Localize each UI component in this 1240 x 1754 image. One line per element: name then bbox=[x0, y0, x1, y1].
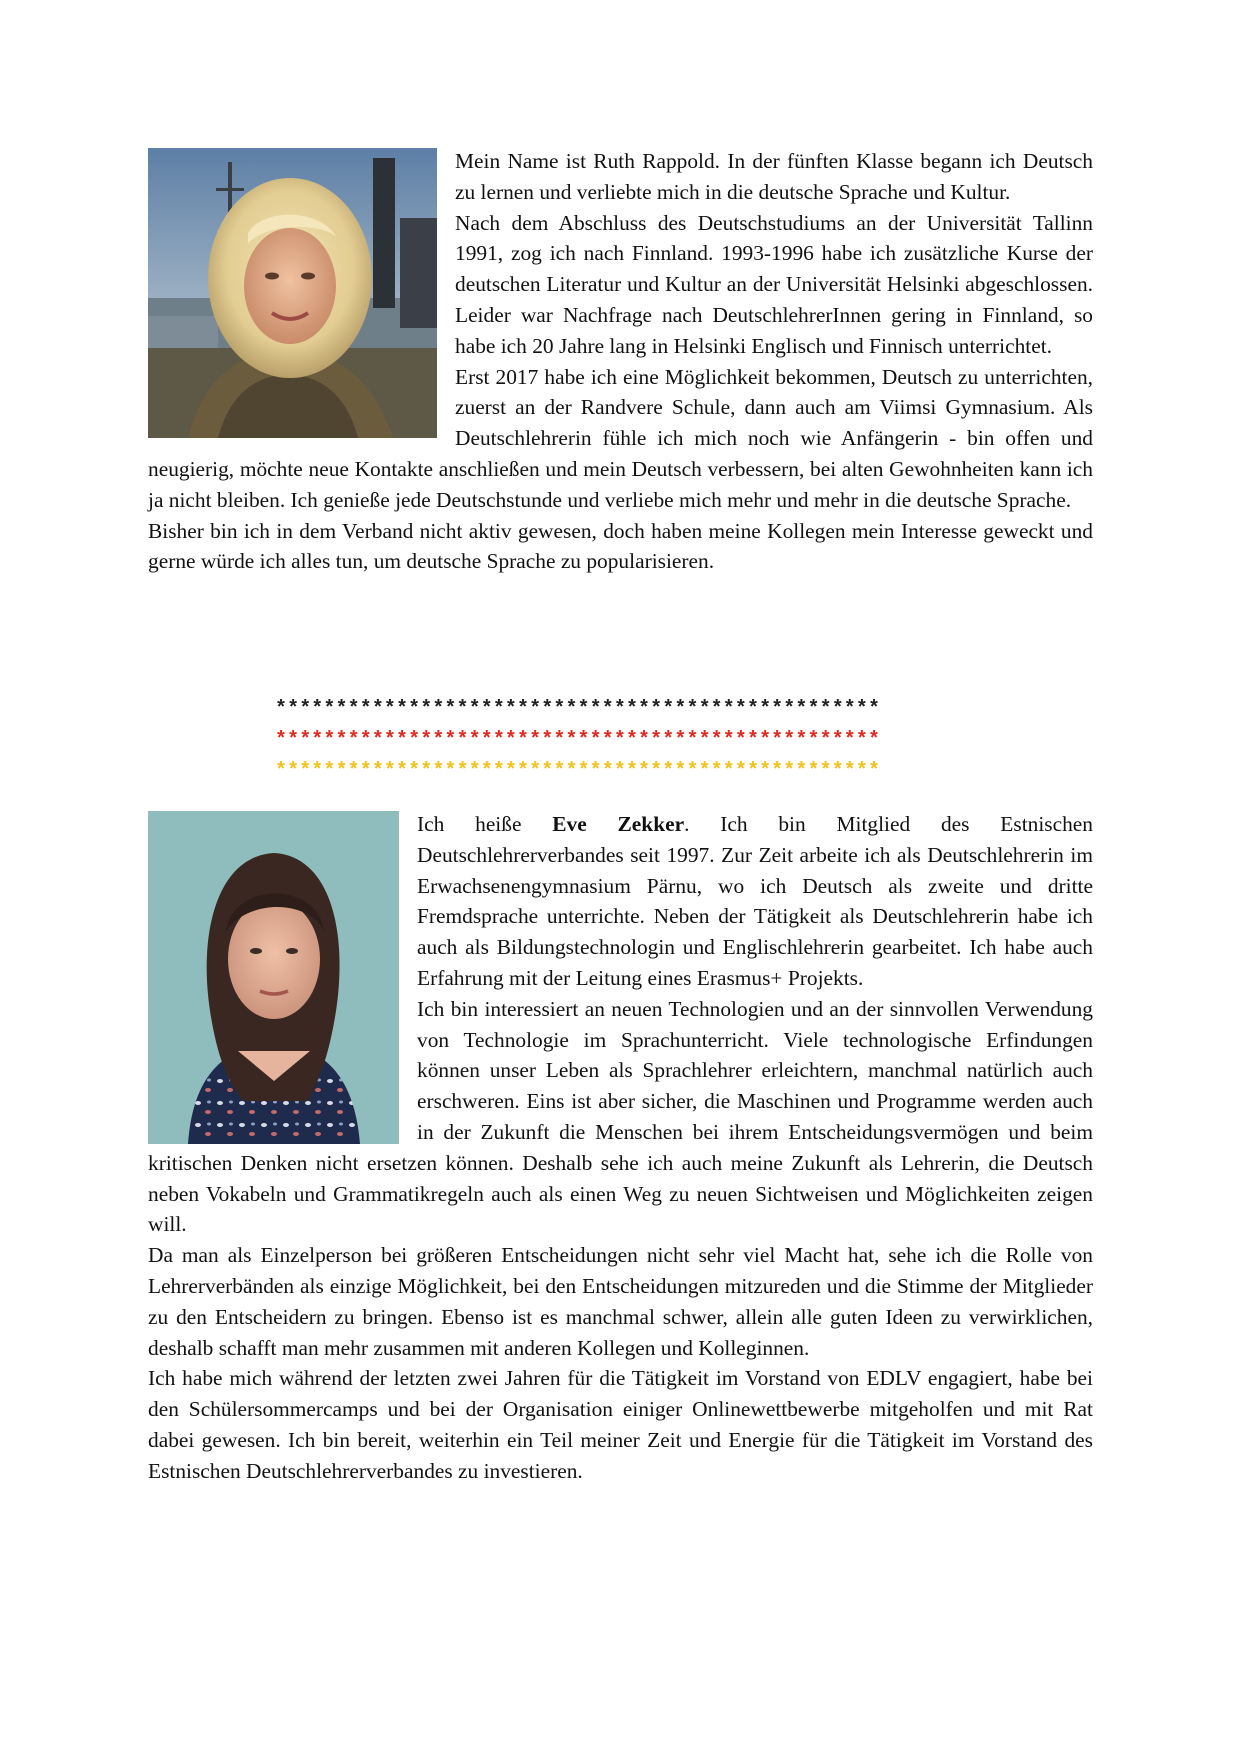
bio-paragraph-4: Ich habe mich während der letzten zwei Jahren für die Tätigkeit im Vorstand von EDLV engagiert, habe bei den Schülersommercamps und bei der Organisation einiger Onlinewettbewerbe mitgeholfen und mit Rat dabei gewesen. Ich bin bereit, weiterhin ein Teil meiner Zeit und Energie für die Tätigkeit im Vorstand des Estnischen Deutschlehrerverbandes zu investieren. bbox=[148, 1366, 1093, 1483]
portrait-image bbox=[148, 148, 437, 438]
portrait-photo-ruth-rappold bbox=[148, 148, 437, 438]
profile-ruth-rappold bbox=[148, 146, 1093, 577]
bio-paragraph-4: Bisher bin ich in dem Verband nicht aktiv gewesen, doch haben meine Kollegen mein Interesse geweckt und gerne würde ich alles tun, um deutsche Sprache zu popularisieren. bbox=[148, 518, 1093, 574]
divider-stars-red: ************************************************** bbox=[275, 729, 881, 752]
portrait-photo-eve-zekker bbox=[148, 811, 399, 1144]
bio-paragraph-3: Da man als Einzelperson bei größeren Entscheidungen nicht sehr viel Macht hat, sehe ich die Rolle von Lehrerverbänden als einzige Möglichkeit, bei den Entscheidungen mitzureden und die Stimme der Mitglieder zu den Entscheidern zu bringen. Ebenso ist es manchmal schwer, allein alle guten Ideen zu verwirklichen, deshalb schafft man mehr zusammen mit anderen Kollegen und Kolleginnen. bbox=[148, 1243, 1093, 1360]
bio-paragraph-2: Nach dem Abschluss des Deutschstudiums an der Universität Tallinn 1991, zog ich nach Finnland. 1993-1996 habe ich zusätzliche Kurse der deutschen Literatur und Kultur an der Universität Helsinki abgeschlossen. Leider war Nachfrage nach DeutschlehrerInnen gering in Finnland, so habe ich 20 Jahre lang in Helsinki Englisch und Finnisch unterrichtet. bbox=[455, 210, 1093, 358]
portrait-image bbox=[148, 811, 399, 1144]
divider-stars-black: ************************************************** bbox=[275, 698, 881, 721]
person-name: Eve Zekker bbox=[552, 812, 685, 836]
intro-text-before: Ich heiße bbox=[417, 812, 553, 836]
intro-text-after: . Ich bin Mitglied des Estnischen Deutschlehrerverbandes seit 1997. Zur Zeit arbeite ich als Deutschlehrerin im Erwachsenengymnasium Pärnu, wo ich Deutsch als zweite und dritte Fremdsprache unterrichte. Neben der Tätigkeit als Deutschlehrerin habe ich auch als Bildungstechnologin und Englischlehrerin gearbeitet. Ich habe auch Erfahrung mit der Leitung eines Erasmus+ Projekts. bbox=[417, 812, 1093, 990]
bio-paragraph-3: Erst 2017 habe ich eine Möglichkeit bekommen, Deutsch zu unterrichten, zuerst an der Randvere Schule, dann auch am Viimsi Gymnasium. Als Deutschlehrerin fühle ich mich noch wie Anfängerin - bin offen und neugierig, möchte neue Kontakte anschließen und mein Deutsch verbessern, bei alten Gewohnheiten kann ich ja nicht bleiben. Ich genieße jede Deutschstunde und verliebe mich mehr und mehr in die deutsche Sprache. bbox=[148, 364, 1093, 512]
bio-paragraph-2: Ich bin interessiert an neuen Technologien und an der sinnvollen Verwendung von Technologie im Sprachunterricht. Viele technologische Erfindungen können unser Leben als Sprachlehrer erleichtern, manchmal natürlich auch erschweren. Eins ist aber sicher, die Maschinen und Programme werden auch in der Zukunft die Menschen bei ihrem Entscheidungsvermögen und beim kritischen Denken nicht ersetzen können. Deshalb sehe ich auch meine Zukunft als Lehrerin, die Deutsch neben Vokabeln und Grammatikregeln auch als einen Weg zu neuen Sichtweisen und Möglichkeiten zeigen will. bbox=[148, 996, 1093, 1237]
divider-stars-gold: ************************************************** bbox=[275, 760, 881, 783]
bio-paragraph-1: Mein Name ist Ruth Rappold. In der fünften Klasse begann ich Deutsch zu lernen und verliebte mich in die deutsche Sprache und Kultur. bbox=[455, 149, 1093, 204]
profile-eve-zekker bbox=[148, 809, 1093, 1487]
